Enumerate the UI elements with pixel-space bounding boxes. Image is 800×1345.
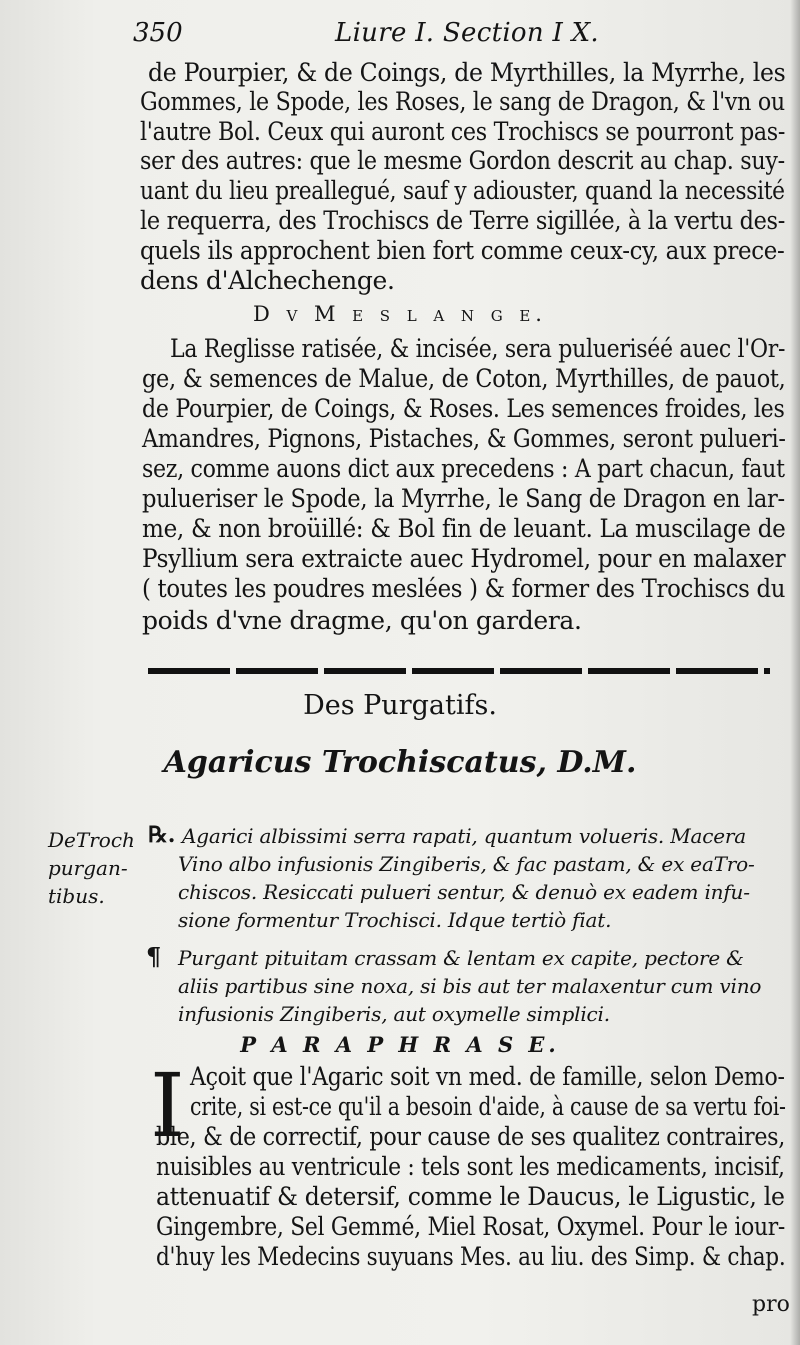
note-line: Purgant pituitam crassam & lentam ex capite, pectore & [178, 946, 744, 970]
text-line: La Reglisse ratisée, & incisée, sera pulueriséé auec l'Or- [170, 334, 786, 363]
recipe-symbol: ℞. [148, 822, 176, 848]
note-line: aliis partibus sine noxa, si bis aut ter malaxentur cum vino [178, 974, 762, 998]
text-line: ble, & de correctif, pour cause de ses qualitez contraires, [156, 1122, 786, 1151]
section-divider [148, 668, 770, 674]
text-line: poids d'vne dragme, qu'on gardera. [142, 606, 582, 635]
text-line: Gingembre, Sel Gemmé, Miel Rosat, Oxymel. Pour le iour- [156, 1212, 785, 1241]
section-subtitle: Agaricus Trochiscatus, D.M. [163, 745, 637, 780]
text-line: sez, comme auons dict aux precedens : A part chacun, faut [142, 454, 785, 483]
text-line: d'huy les Medecins suyuans Mes. au liu. des Simp. & chap. [156, 1242, 786, 1271]
text-line: ge, & semences de Malue, de Coton, Myrthilles, de pauot, [142, 364, 786, 393]
recipe-line: sione formentur Trochisci. Idque tertiò fiat. [178, 908, 612, 932]
text-line: nuisibles au ventricule : tels sont les medicaments, incisif, [156, 1152, 785, 1181]
text-line: Amandres, Pignons, Pistaches, & Gommes, seront pulueri- [142, 424, 786, 453]
text-line: Gommes, le Spode, les Roses, le sang de Dragon, & l'vn ou [140, 87, 785, 116]
recipe-line: chiscos. Resiccati pulueri sentur, & denuò ex eadem infu- [178, 880, 750, 904]
text-line: quels ils approchent bien fort comme ceux-cy, aux prece- [140, 236, 785, 265]
text-line: de Pourpier, de Coings, & Roses. Les semences froides, les [142, 394, 785, 423]
note-line: infusionis Zingiberis, aut oxymelle simplici. [178, 1002, 610, 1026]
text-line: Açoit que l'Agaric soit vn med. de famille, selon Demo- [190, 1062, 785, 1091]
text-line: me, & non broüillé: & Bol fin de leuant. La muscilage de [142, 514, 786, 543]
page-header [0, 18, 800, 58]
running-title: Liure I. Section I X. [335, 18, 600, 48]
text-line: l'autre Bol. Ceux qui auront ces Trochiscs se pourront pas- [140, 117, 786, 146]
heading-du-meslange: D v M e s l a n g e. [252, 302, 547, 326]
page-number: 350 [133, 18, 183, 48]
text-line: pulueriser le Spode, la Myrrhe, le Sang de Dragon en lar- [142, 484, 785, 513]
text-line: ser des autres: que le mesme Gordon descrit au chap. suy- [140, 146, 785, 175]
text-line: le requerra, des Trochiscs de Terre sigillée, à la vertu des- [140, 206, 785, 235]
drop-cap: I [150, 1054, 185, 1157]
margin-note: DeTroch purgan- tibus. [48, 828, 135, 908]
section-title: Des Purgatifs. [303, 690, 497, 721]
text-line: attenuatif & detersif, comme le Daucus, le Ligustic, le [156, 1182, 785, 1211]
text-line: de Pourpier, & de Coings, de Myrthilles, la Myrrhe, les [148, 58, 786, 87]
text-line: Psyllium sera extraicte auec Hydromel, pour en malaxer [142, 544, 786, 573]
page-edge-shadow [790, 0, 800, 1345]
recipe-line: Agarici albissimi serra rapati, quantum volueris. Macera [182, 824, 746, 848]
catchword: pro [752, 1292, 790, 1317]
recipe-line: Vino albo infusionis Zingiberis, & fac pastam, & ex eaTro- [178, 852, 755, 876]
text-line: dens d'Alchechenge. [140, 266, 395, 295]
text-line: crite, si est-ce qu'il a besoin d'aide, à cause de sa vertu foi- [190, 1092, 786, 1121]
pilcrow-icon: ¶ [146, 942, 162, 971]
text-line: ( toutes les poudres meslées ) & former des Trochiscs du [142, 574, 786, 603]
heading-paraphrase: P A R A P H R A S E. [240, 1032, 560, 1057]
text-line: uant du lieu preallegué, sauf y adiouster, quand la necessité [140, 176, 785, 205]
